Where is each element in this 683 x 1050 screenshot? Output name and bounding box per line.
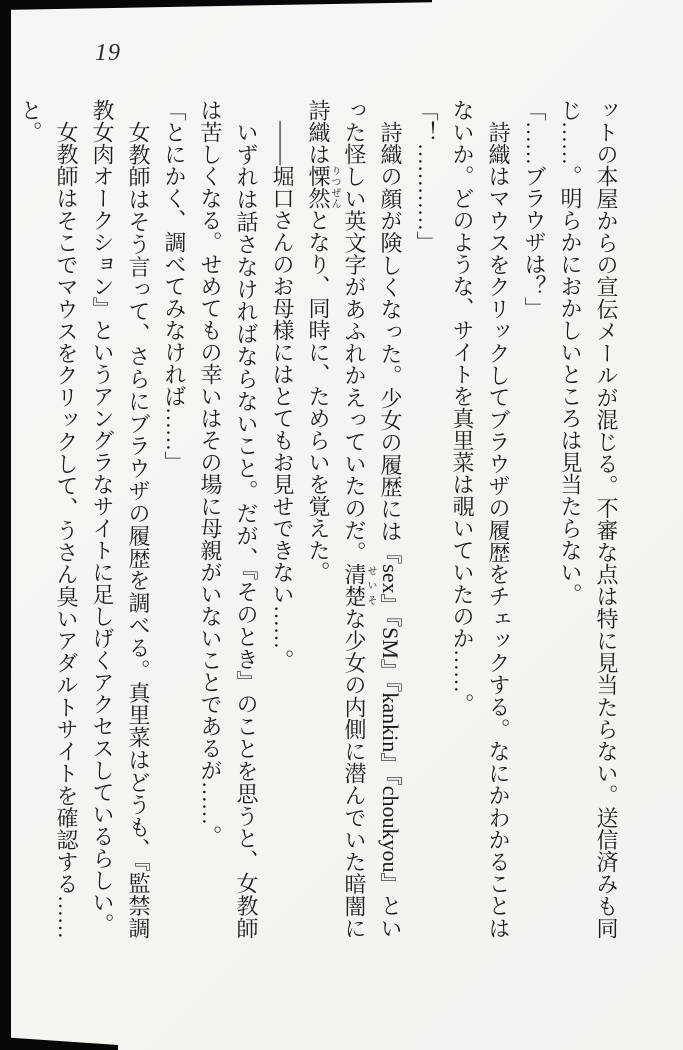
paragraph: 「……ブラウザは？」 xyxy=(522,99,547,319)
paragraph: 詩織の顔が険しくなった。少女の履歴には『sex』『SM』『kankin』『choukyou』といった怪しい英文字があふれかえっていたのだ。清楚せいそな少女の内側に潜んでいた暗闇に詩織は慄然りつぜんとなり、同時に、ためらいを覚えた。 xyxy=(306,99,403,940)
scan-edge-bottom-corner xyxy=(0,1037,118,1050)
text-block xyxy=(12,99,624,939)
furigana-annotated-word: 慄然りつぜん xyxy=(306,165,340,209)
paragraph: 女教師はそう言って、さらにブラウザの履歴を調べる。真里菜はどうも、『監禁調教女肉オークション』というアングラなサイトに足しげくアクセスしているらしい。 xyxy=(90,99,151,939)
paragraph: 「！…………」 xyxy=(414,99,439,253)
paragraph: ットの本屋からの宣伝メールが混じる。不審な点は特に見当たらない。送信済みも同じ……。明らかにおかしいところは見当たらない。 xyxy=(558,99,619,939)
page-number: 19 xyxy=(95,40,121,66)
furigana-annotated-word: 清楚せいそ xyxy=(342,563,376,608)
paragraph: ――堀口さんのお母様にはとてもお見せできない……。 xyxy=(270,121,295,671)
paragraph: いずれは話さなければならないこと。だが、『そのとき』のことを思うと、女教師は苦しくなる。せめてもの幸いはその場に母親がいないことであるが……。 xyxy=(198,99,259,939)
paragraph: 詩織はマウスをクリックしてブラウザの履歴をチェックする。なにかわかることはないか。どのような、サイトを真里菜は覗いていたのか……。 xyxy=(450,99,511,939)
paragraph: 「とにかく、調べてみなければ……」 xyxy=(162,99,187,473)
paragraph: 女教師はそこでマウスをクリックして、うさん臭いアダルトサイトを確認する……と。 xyxy=(18,99,79,939)
scan-edge-top xyxy=(0,0,432,10)
scan-edge-left xyxy=(0,0,11,1050)
